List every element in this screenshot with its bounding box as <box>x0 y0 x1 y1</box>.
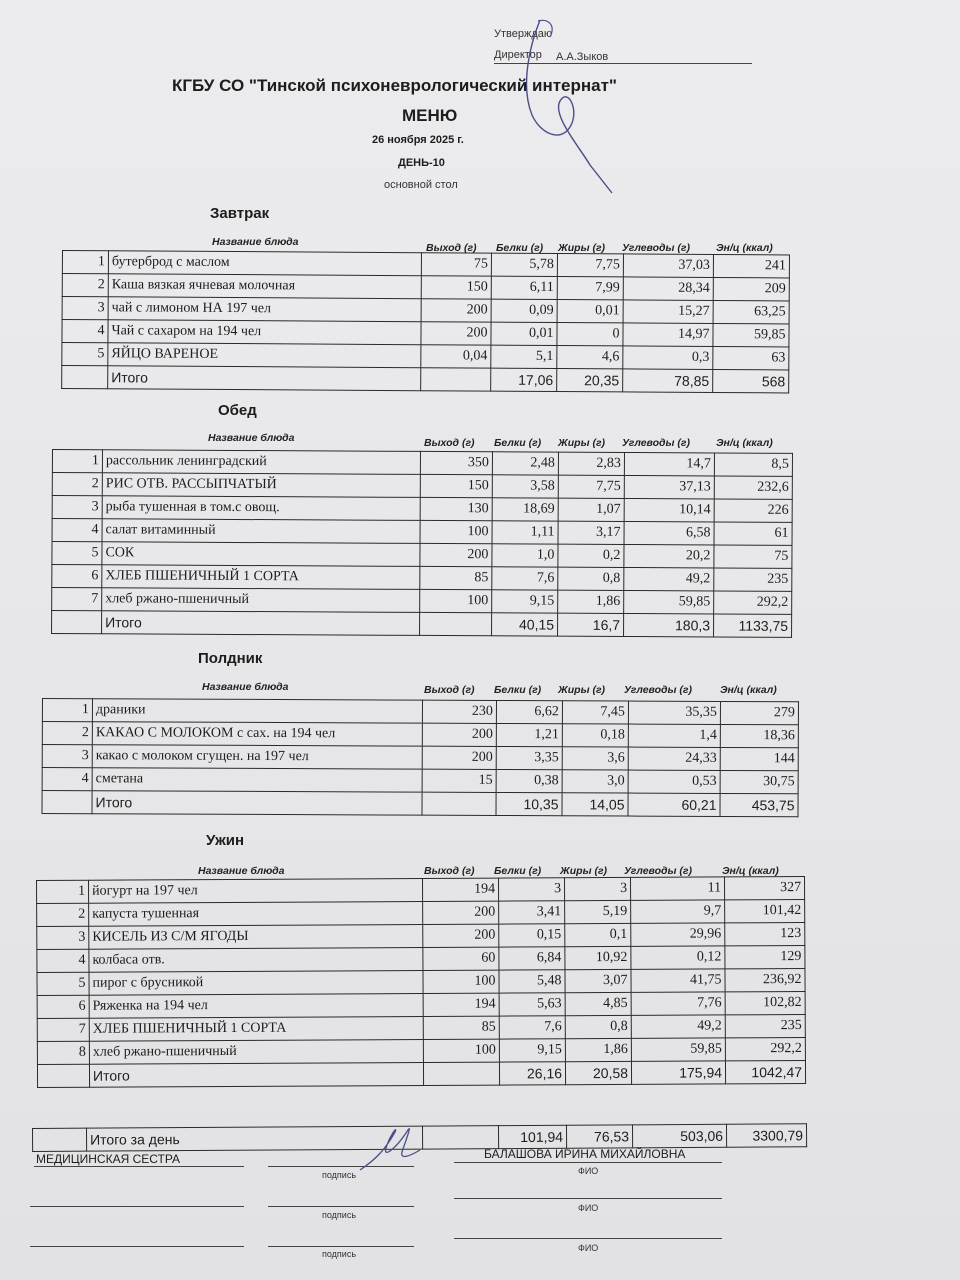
dish-fat: 4,85 <box>565 992 631 1015</box>
dish-carbs: 41,75 <box>631 969 725 992</box>
fio-caption-3: ФИО <box>578 1243 599 1253</box>
dish-yield: 100 <box>420 589 492 612</box>
row-number: 5 <box>62 343 108 366</box>
dish-protein: 0,01 <box>491 322 557 345</box>
dish-carbs: 1,4 <box>628 724 720 747</box>
dish-name: бутерброд с маслом <box>108 251 421 276</box>
dish-name: колбаса отв. <box>89 947 423 972</box>
dish-protein: 5,48 <box>499 970 565 993</box>
col-carbs: Углеводы (г) <box>624 684 693 696</box>
dish-protein: 7,6 <box>492 567 558 590</box>
dish-carbs: 0,12 <box>631 946 725 969</box>
table-row <box>42 722 798 748</box>
col-carbs: Углеводы (г) <box>622 242 691 254</box>
dish-yield: 130 <box>420 497 492 520</box>
dish-fat: 7,75 <box>558 475 624 498</box>
row-number: 1 <box>62 251 108 274</box>
dish-carbs: 14,7 <box>624 452 714 475</box>
dish-energy: 63,25 <box>713 300 789 323</box>
total-fat: 14,05 <box>562 793 628 816</box>
dish-name: салат витаминный <box>102 519 420 544</box>
dish-fat: 0,01 <box>557 300 623 323</box>
row-number: 5 <box>52 542 102 565</box>
nurse-label: МЕДИЦИНСКАЯ СЕСТРА <box>36 1152 181 1166</box>
menu-date: 26 ноября 2025 г. <box>372 134 464 146</box>
dish-energy: 209 <box>713 277 789 300</box>
row-number: 3 <box>37 926 89 949</box>
dish-energy: 236,92 <box>725 968 805 991</box>
lunch-table <box>51 449 793 638</box>
row-number: 4 <box>52 519 102 542</box>
fio-line <box>454 1162 722 1163</box>
dish-yield: 200 <box>421 322 491 345</box>
dish-energy: 8,5 <box>714 453 792 476</box>
dish-fat: 1,86 <box>558 590 624 613</box>
dish-protein: 0,09 <box>491 299 557 322</box>
dish-name: пирог с брусникой <box>89 970 423 995</box>
dish-yield: 350 <box>420 451 492 474</box>
dish-protein: 5,63 <box>499 993 565 1016</box>
dish-yield: 100 <box>423 970 499 993</box>
col-name: Название блюда <box>212 236 299 248</box>
total-protein: 40,15 <box>492 613 558 636</box>
dish-name: ЯЙЦО ВАРЕНОЕ <box>108 343 421 368</box>
dish-energy: 63 <box>713 346 789 369</box>
col-yield: Выход (г) <box>426 242 477 254</box>
dish-fat: 0,8 <box>565 1015 631 1038</box>
dish-energy: 232,6 <box>714 476 792 499</box>
col-yield: Выход (г) <box>424 437 475 449</box>
dish-protein: 9,15 <box>499 1039 565 1062</box>
fio-line-3 <box>454 1238 722 1239</box>
dish-yield: 194 <box>422 878 498 901</box>
empty-cell <box>33 1128 87 1151</box>
col-fat: Жиры (г) <box>560 865 608 877</box>
col-carbs: Углеводы (г) <box>622 437 691 449</box>
dish-fat: 1,07 <box>558 498 624 521</box>
empty-cell <box>42 791 92 814</box>
dish-name: СОК <box>102 542 420 567</box>
row-number: 3 <box>62 297 108 320</box>
dish-protein: 9,15 <box>492 590 558 613</box>
dish-carbs: 15,27 <box>623 300 713 324</box>
menu-title: МЕНЮ <box>402 106 458 125</box>
dish-yield: 100 <box>420 520 492 543</box>
dinner-table <box>36 876 806 1088</box>
row-number: 3 <box>52 496 102 519</box>
dish-carbs: 37,13 <box>624 475 714 498</box>
row-number: 1 <box>37 880 89 903</box>
dish-fat: 0,18 <box>562 724 628 747</box>
col-carbs: Углеводы (г) <box>624 865 693 877</box>
empty-cell <box>423 1062 499 1085</box>
dish-carbs: 11 <box>630 877 724 900</box>
dish-name: чай с лимоном НА 197 чел <box>108 297 421 322</box>
dish-fat: 0,8 <box>558 567 624 590</box>
fio-caption-2: ФИО <box>578 1203 599 1213</box>
empty-cell <box>37 1064 89 1087</box>
dish-energy: 129 <box>725 945 805 968</box>
dish-energy: 101,42 <box>725 899 805 922</box>
empty-cell <box>422 1126 498 1149</box>
day-total-protein: 101,94 <box>498 1125 566 1148</box>
dish-name: КАКАО С МОЛОКОМ с сах. на 194 чел <box>92 722 422 746</box>
day-total-carbs: 503,06 <box>632 1124 726 1148</box>
role-line-3 <box>30 1246 244 1247</box>
dish-name: драники <box>92 699 422 723</box>
dish-protein: 3,58 <box>492 475 558 498</box>
total-energy: 453,75 <box>720 793 798 816</box>
total-protein: 10,35 <box>496 792 562 815</box>
total-energy: 1133,75 <box>714 614 792 637</box>
dish-name: ХЛЕБ ПШЕНИЧНЫЙ 1 СОРТА <box>89 1016 423 1041</box>
col-protein: Белки (г) <box>494 684 542 696</box>
total-row <box>52 611 792 638</box>
total-row <box>37 1060 805 1087</box>
dish-protein: 3,41 <box>499 901 565 924</box>
total-fat: 20,35 <box>557 369 623 392</box>
day-total-energy: 3300,79 <box>726 1124 806 1147</box>
dish-energy: 61 <box>714 522 792 545</box>
col-fat: Жиры (г) <box>558 684 606 696</box>
lunch-title: Обед <box>218 402 257 419</box>
dish-yield: 230 <box>422 700 496 723</box>
role-line-2 <box>30 1206 244 1207</box>
dish-yield: 150 <box>420 474 492 497</box>
dish-yield: 0,04 <box>421 345 491 368</box>
dish-protein: 3 <box>498 878 564 901</box>
empty-cell <box>52 611 102 634</box>
dish-yield: 100 <box>423 1039 499 1062</box>
dish-fat: 3 <box>564 877 630 900</box>
row-number: 8 <box>37 1041 89 1064</box>
dish-protein: 6,62 <box>496 700 562 723</box>
signature-caption-3: подпись <box>322 1249 357 1259</box>
organization-name: КГБУ СО "Тинской психоневрологический интернат" <box>172 76 617 95</box>
dish-carbs: 14,97 <box>623 323 713 347</box>
dish-fat: 3,17 <box>558 521 624 544</box>
dish-protein: 1,21 <box>496 723 562 746</box>
breakfast-title: Завтрак <box>210 205 270 222</box>
dish-protein: 1,0 <box>492 544 558 567</box>
col-protein: Белки (г) <box>494 865 542 877</box>
dish-energy: 18,36 <box>720 724 798 747</box>
empty-cell <box>422 792 496 815</box>
total-fat: 16,7 <box>558 613 624 636</box>
dish-energy: 235 <box>725 1014 805 1037</box>
dish-protein: 1,11 <box>492 521 558 544</box>
row-number: 2 <box>42 722 92 745</box>
dish-fat: 7,75 <box>557 254 623 277</box>
dish-energy: 144 <box>720 747 798 770</box>
total-protein: 26,16 <box>499 1062 565 1085</box>
row-number: 7 <box>37 1018 89 1041</box>
dish-fat: 0 <box>557 323 623 346</box>
dish-protein: 6,11 <box>491 276 557 299</box>
dish-fat: 3,0 <box>562 770 628 793</box>
row-number: 2 <box>52 473 102 496</box>
dish-name: Чай с сахаром на 194 чел <box>108 320 421 345</box>
total-energy: 568 <box>713 369 789 392</box>
dish-name: КИСЕЛЬ ИЗ С/М ЯГОДЫ <box>89 924 423 949</box>
dish-energy: 292,2 <box>725 1037 805 1060</box>
total-carbs: 60,21 <box>628 793 720 816</box>
dish-protein: 6,84 <box>499 947 565 970</box>
dish-name: хлеб ржано-пшеничный <box>102 588 420 613</box>
dish-carbs: 35,35 <box>628 701 720 724</box>
dish-energy: 241 <box>713 254 789 277</box>
row-number: 2 <box>62 274 108 297</box>
dish-carbs: 9,7 <box>631 900 725 923</box>
row-number: 6 <box>52 565 102 588</box>
table-row <box>42 768 798 794</box>
total-row <box>42 791 798 817</box>
fio-caption: ФИО <box>578 1166 599 1176</box>
row-number: 4 <box>42 768 92 791</box>
col-yield: Выход (г) <box>424 865 475 877</box>
total-label: Итого <box>92 791 422 815</box>
dish-carbs: 0,3 <box>623 346 713 370</box>
dish-protein: 7,6 <box>499 1016 565 1039</box>
dish-fat: 4,6 <box>557 346 623 369</box>
dish-protein: 0,15 <box>499 924 565 947</box>
dish-carbs: 29,96 <box>631 923 725 946</box>
dish-energy: 235 <box>714 568 792 591</box>
total-carbs: 180,3 <box>624 613 714 636</box>
col-energy: Эн/ц (ккал) <box>722 865 779 877</box>
total-label: Итого <box>108 366 421 391</box>
dish-protein: 5,78 <box>491 253 557 276</box>
menu-day: ДЕНЬ-10 <box>398 157 445 169</box>
col-energy: Эн/ц (ккал) <box>716 437 773 449</box>
dish-carbs: 20,2 <box>624 544 714 567</box>
dish-fat: 0,1 <box>565 923 631 946</box>
dish-name: рассольник ленинградский <box>102 450 420 475</box>
dish-energy: 279 <box>720 701 798 724</box>
dish-name: хлеб ржано-пшеничный <box>89 1039 423 1064</box>
dish-yield: 200 <box>422 723 496 746</box>
approved-label: Утверждаю <box>494 28 553 40</box>
table-type: основной стол <box>384 179 458 191</box>
signature-caption: подпись <box>322 1170 357 1180</box>
dish-yield: 200 <box>420 543 492 566</box>
dish-fat: 1,86 <box>565 1038 631 1061</box>
dish-energy: 123 <box>725 922 805 945</box>
row-number: 1 <box>42 699 92 722</box>
dish-fat: 2,83 <box>558 452 624 475</box>
snack-table <box>41 698 798 817</box>
dish-name: ХЛЕБ ПШЕНИЧНЫЙ 1 СОРТА <box>102 565 420 590</box>
dish-yield: 75 <box>421 253 491 276</box>
dish-yield: 85 <box>423 1016 499 1039</box>
total-row <box>62 366 789 393</box>
dish-yield: 200 <box>422 746 496 769</box>
fio-line-2 <box>454 1198 722 1199</box>
dish-yield: 60 <box>423 947 499 970</box>
row-number: 1 <box>52 450 102 473</box>
dish-energy: 226 <box>714 499 792 522</box>
dish-carbs: 49,2 <box>631 1015 725 1038</box>
total-carbs: 175,94 <box>631 1061 725 1084</box>
dish-carbs: 59,85 <box>631 1038 725 1061</box>
table-row <box>42 745 798 771</box>
dish-carbs: 24,33 <box>628 747 720 770</box>
dish-carbs: 6,58 <box>624 521 714 544</box>
row-number: 3 <box>42 745 92 768</box>
empty-cell <box>421 368 491 391</box>
row-number: 4 <box>62 320 108 343</box>
dish-yield: 150 <box>421 276 491 299</box>
row-number: 2 <box>37 903 89 926</box>
empty-cell <box>62 366 108 389</box>
dish-carbs: 7,76 <box>631 992 725 1015</box>
total-protein: 17,06 <box>491 368 557 391</box>
dish-name: какао с молоком сгущен. на 197 чел <box>92 745 422 769</box>
dish-energy: 59,85 <box>713 323 789 346</box>
dish-energy: 102,82 <box>725 991 805 1014</box>
day-total-label: Итого за день <box>87 1126 423 1151</box>
dinner-title: Ужин <box>206 832 245 849</box>
row-number: 4 <box>37 949 89 972</box>
nurse-signature <box>350 1120 430 1180</box>
total-label: Итого <box>102 611 420 636</box>
dish-fat: 0,2 <box>558 544 624 567</box>
dish-name: рыба тушенная в том.с овощ. <box>102 496 420 521</box>
snack-title: Полдник <box>198 650 263 667</box>
dish-carbs: 10,14 <box>624 498 714 521</box>
dish-energy: 327 <box>724 876 804 899</box>
dish-carbs: 0,53 <box>628 770 720 793</box>
nurse-name: БАЛАШОВА ИРИНА МИХАЙЛОВНА <box>484 1147 686 1161</box>
row-number: 7 <box>52 588 102 611</box>
dish-protein: 2,48 <box>492 452 558 475</box>
dish-name: капуста тушенная <box>89 901 423 926</box>
dish-name: йогурт на 197 чел <box>89 878 423 903</box>
dish-yield: 200 <box>423 901 499 924</box>
col-protein: Белки (г) <box>496 242 544 254</box>
dish-yield: 200 <box>423 924 499 947</box>
col-energy: Эн/ц (ккал) <box>716 242 773 254</box>
dish-carbs: 49,2 <box>624 567 714 590</box>
col-name: Название блюда <box>208 432 295 444</box>
director-signature <box>500 15 620 195</box>
dish-protein: 18,69 <box>492 498 558 521</box>
dish-fat: 3,07 <box>565 969 631 992</box>
dish-name: Каша вязкая ячневая молочная <box>108 274 421 299</box>
col-yield: Выход (г) <box>424 684 475 696</box>
col-fat: Жиры (г) <box>558 437 606 449</box>
total-label: Итого <box>89 1062 423 1087</box>
total-fat: 20,58 <box>565 1061 631 1084</box>
dish-fat: 10,92 <box>565 946 631 969</box>
total-energy: 1042,47 <box>725 1060 805 1083</box>
dish-yield: 15 <box>422 769 496 792</box>
dish-yield: 194 <box>423 993 499 1016</box>
col-energy: Эн/ц (ккал) <box>720 684 777 696</box>
col-name: Название блюда <box>202 681 289 693</box>
dish-energy: 292,2 <box>714 591 792 614</box>
dish-yield: 200 <box>421 299 491 322</box>
director-name: А.А.Зыков <box>556 51 609 63</box>
empty-cell <box>420 612 492 635</box>
row-number: 6 <box>37 995 89 1018</box>
dish-fat: 5,19 <box>565 900 631 923</box>
nurse-role-line <box>34 1166 244 1167</box>
signature-caption-2: подпись <box>322 1210 357 1220</box>
signature-line-3 <box>268 1246 414 1247</box>
dish-name: сметана <box>92 768 422 792</box>
dish-carbs: 37,03 <box>623 254 713 278</box>
col-protein: Белки (г) <box>494 437 542 449</box>
dish-name: РИС ОТВ. РАССЫПЧАТЫЙ <box>102 473 420 498</box>
dish-fat: 7,99 <box>557 277 623 300</box>
row-number: 5 <box>37 972 89 995</box>
dish-protein: 0,38 <box>496 769 562 792</box>
signature-line-2 <box>268 1206 414 1207</box>
dish-energy: 75 <box>714 545 792 568</box>
dish-fat: 3,6 <box>562 747 628 770</box>
dish-carbs: 28,34 <box>623 277 713 301</box>
dish-fat: 7,45 <box>562 701 628 724</box>
dish-yield: 85 <box>420 566 492 589</box>
dish-carbs: 59,85 <box>624 590 714 613</box>
col-fat: Жиры (г) <box>558 242 606 254</box>
day-total-fat: 76,53 <box>566 1125 632 1148</box>
table-row <box>42 699 798 725</box>
breakfast-table <box>61 250 790 393</box>
dish-name: Ряженка на 194 чел <box>89 993 423 1018</box>
col-name: Название блюда <box>198 865 285 877</box>
director-label: Директор <box>494 49 542 61</box>
dish-protein: 3,35 <box>496 746 562 769</box>
dish-protein: 5,1 <box>491 345 557 368</box>
dish-energy: 30,75 <box>720 770 798 793</box>
total-carbs: 78,85 <box>623 369 713 393</box>
